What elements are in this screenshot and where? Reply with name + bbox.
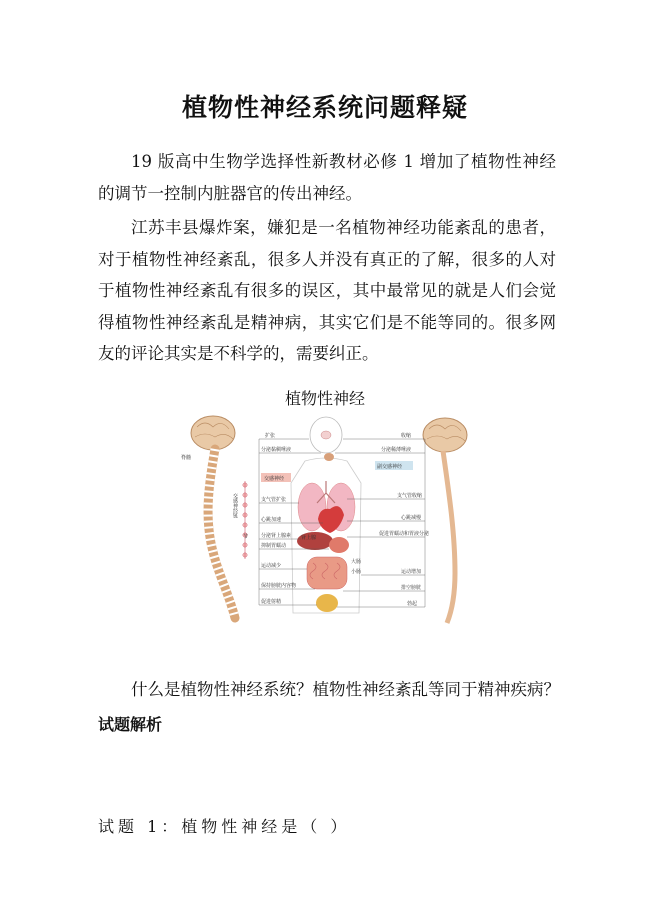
adrenal-label: 肾上腺 xyxy=(301,535,317,541)
right-label-3: 支气管收缩 xyxy=(397,493,423,499)
large-intestine-label: 大肠 xyxy=(351,559,362,565)
left-label-9: 促进射精 xyxy=(261,599,282,605)
page-title: 植物性神经系统问题释疑 xyxy=(181,93,468,122)
autonomic-nervous-system-figure xyxy=(175,413,477,633)
eye-shape xyxy=(321,431,331,439)
right-label-2: 分泌稀薄唾液 xyxy=(381,447,412,453)
spinal-label: 脊髓 xyxy=(181,455,192,461)
left-label-5: 分泌肾上腺素 xyxy=(261,533,292,539)
left-label-6: 抑制胃蠕动 xyxy=(261,543,287,549)
nervous-system-illustration xyxy=(175,413,477,633)
section-heading: 试题解析 xyxy=(98,715,163,734)
sympathetic-title: 交感神经 xyxy=(264,476,285,482)
question-1: 试题 1：植物性神经是（ ） xyxy=(98,817,351,836)
parasympathetic-title: 副交感神经 xyxy=(377,464,403,470)
question-paragraph: 什么是植物性神经系统？植物性神经紊乱等同于精神疾病？ xyxy=(131,680,560,699)
stomach-shape xyxy=(329,537,349,553)
right-label-1: 收缩 xyxy=(401,433,412,439)
right-label-4: 心跳减慢 xyxy=(401,515,422,521)
right-label-7: 排空膀胱 xyxy=(401,585,422,591)
figure-caption: 植物性神经 xyxy=(284,389,365,408)
right-label-6: 运动增加 xyxy=(401,569,422,575)
left-label-7: 运动减少 xyxy=(261,563,282,569)
left-brain-shape xyxy=(191,416,235,450)
right-label-5: 促进胃蠕动和胃液分泌 xyxy=(379,531,430,537)
right-label-8: 勃起 xyxy=(407,601,418,607)
left-label-3: 支气管扩张 xyxy=(261,497,287,503)
bladder-shape xyxy=(316,594,338,612)
left-label-2: 分泌黏稠唾液 xyxy=(261,447,292,453)
left-label-4: 心跳加速 xyxy=(261,517,282,523)
chain-label: 交感神经链 xyxy=(232,493,238,518)
right-brain-shape xyxy=(423,418,467,452)
salivary-gland-shape xyxy=(324,453,334,461)
intestine-shape xyxy=(307,557,347,589)
left-label-8: 保持膀胱内容物 xyxy=(261,583,297,589)
case-paragraph: 江苏丰县爆炸案，嫌犯是一名植物神经功能紊乱的患者，对于植物性神经紊乱，很多人并没有真正的了解，很多的人对于植物性神经紊乱有很多的误区，其中最常见的就是人们会觉得植物性神经紊乱是精神病，其实它们是不能等同的。很多网友的评论其实是不科学的，需要纠正。 xyxy=(98,218,556,363)
left-label-1: 扩张 xyxy=(265,433,276,439)
ganglion-label: 节 xyxy=(243,534,249,540)
intro-paragraph: 19 版高中生物学选择性新教材必修 1 增加了植物性神经的调节一控制内脏器官的传出神经。 xyxy=(98,152,556,203)
right-spinal-cord xyxy=(443,451,455,623)
small-intestine-label: 小肠 xyxy=(351,569,362,575)
